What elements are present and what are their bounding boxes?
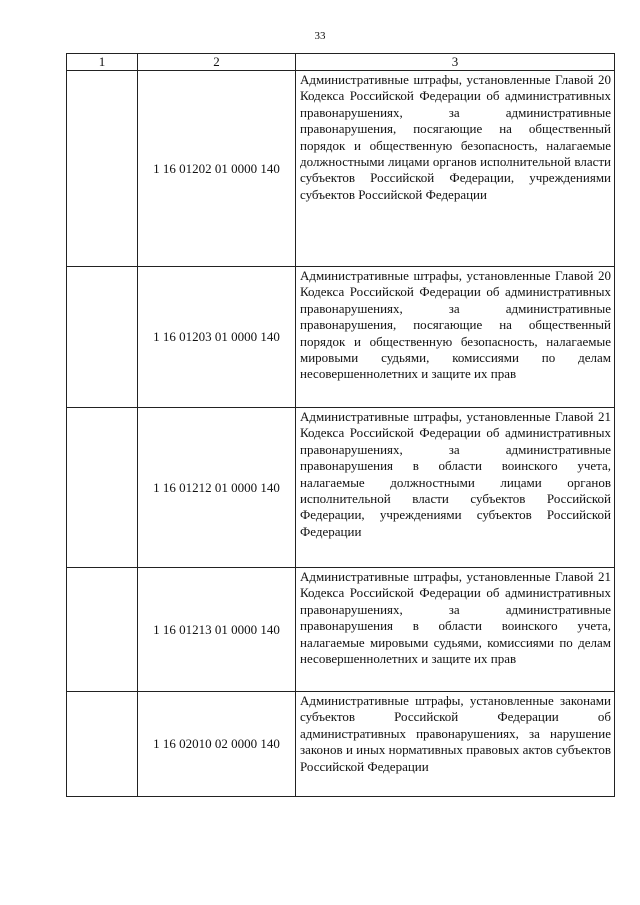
table-row xyxy=(67,568,615,692)
table-row xyxy=(67,692,615,797)
table-row xyxy=(67,71,615,267)
row-number-cell xyxy=(67,71,138,267)
budget-code-cell: 1 16 01202 01 0000 140 xyxy=(138,71,296,267)
row-number-cell xyxy=(67,692,138,797)
row-number-cell xyxy=(67,267,138,408)
description-cell: Административные штрафы, установленные законами субъектов Российской Федерации об административных правонарушениях, за нарушение законов и иных нормативных правовых актов субъектов Российской Федерации xyxy=(296,692,615,797)
column-header-2: 2 xyxy=(138,54,296,71)
budget-code-cell: 1 16 01203 01 0000 140 xyxy=(138,267,296,408)
row-number-cell xyxy=(67,568,138,692)
table-row xyxy=(67,408,615,568)
budget-code-cell: 1 16 01212 01 0000 140 xyxy=(138,408,296,568)
column-header-1: 1 xyxy=(67,54,138,71)
table-header-row xyxy=(67,54,615,71)
budget-code-cell: 1 16 01213 01 0000 140 xyxy=(138,568,296,692)
table-row xyxy=(67,267,615,408)
description-cell: Административные штрафы, установленные Главой 20 Кодекса Российской Федерации об административных правонарушениях, за административные правонарушения, посягающие на общественный порядок и общественную безопасность, налагаемые должностными лицами органов исполнительной власти субъектов Российской Федерации, учреждениями субъектов Российской Федерации xyxy=(296,71,615,267)
row-number-cell xyxy=(67,408,138,568)
description-cell: Административные штрафы, установленные Главой 20 Кодекса Российской Федерации об административных правонарушениях, за административные правонарушения, посягающие на общественный порядок и общественную безопасность, налагаемые мировыми судьями, комиссиями по делам несовершеннолетних и защите их прав xyxy=(296,267,615,408)
description-cell: Административные штрафы, установленные Главой 21 Кодекса Российской Федерации об административных правонарушениях, за административные правонарушения в области воинского учета, налагаемые мировыми судьями, комиссиями по делам несовершеннолетних и защите их прав xyxy=(296,568,615,692)
description-cell: Административные штрафы, установленные Главой 21 Кодекса Российской Федерации об административных правонарушениях, за административные правонарушения в области воинского учета, налагаемые должностными лицами органов исполнительной власти субъектов Российской Федерации, учреждениями субъектов Российской Федерации xyxy=(296,408,615,568)
budget-code-cell: 1 16 02010 02 0000 140 xyxy=(138,692,296,797)
budget-codes-table xyxy=(66,53,615,797)
page-number: 33 xyxy=(314,30,326,42)
column-header-3: 3 xyxy=(296,54,615,71)
